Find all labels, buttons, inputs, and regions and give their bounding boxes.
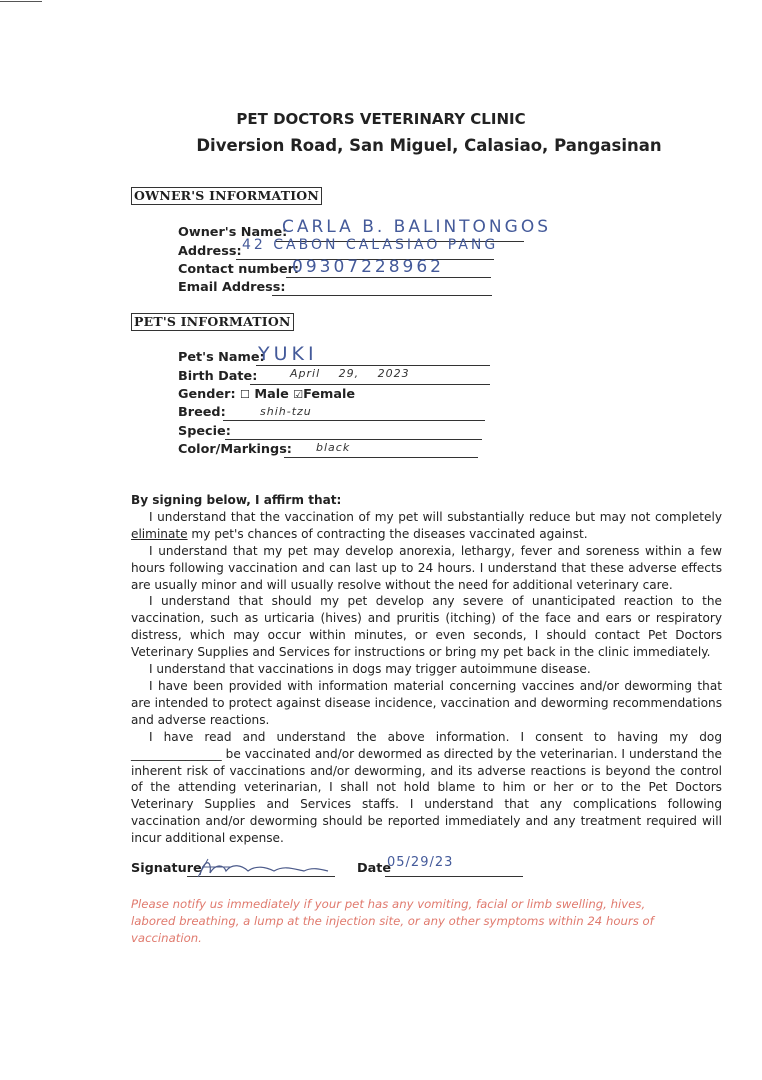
birth-date-line (250, 384, 490, 385)
gender-field (178, 387, 355, 402)
pet-name-label: Pet's Name: (178, 350, 265, 365)
consent-paragraph-1 (131, 509, 722, 543)
email-line (272, 295, 492, 296)
contact-number-line (286, 277, 491, 278)
breed-line (223, 420, 485, 421)
date-line (385, 876, 523, 877)
post-vaccination-warning: Please notify us immediately if your pet has any vomiting, facial or limb swelling, hives, labored breathing, a lump at the injection site, or any other symptoms within 24 hours of vaccination. (131, 897, 654, 945)
pet-name-value[interactable]: YUKI (258, 343, 318, 365)
consent-paragraph-2: I understand that my pet may develop anorexia, lethargy, fever and soreness within a few hours following vaccination and can last up to 24 hours. I understand that these adverse effects are usually minor and will usually resolve without the need for additional veterinary care. (131, 543, 722, 592)
female-checkbox[interactable]: ☑ (293, 388, 304, 401)
consent-p1-start: I understand that the vaccination of my pet will substantially reduce but may not completely (149, 509, 722, 524)
address-label: Address: (178, 244, 242, 259)
consent-text (131, 492, 722, 847)
address-value[interactable]: 42 CABON CALASIAO PANG (242, 237, 499, 253)
specie-label: Specie: (178, 424, 231, 439)
email-label: Email Address: (178, 280, 286, 295)
consent-paragraph-4: I understand that vaccinations in dogs may trigger autoimmune disease. (149, 662, 591, 677)
owner-section-label: OWNER'S INFORMATION (131, 187, 322, 205)
signature-scribble[interactable] (196, 855, 332, 881)
breed-value[interactable]: shih-tzu (260, 405, 312, 418)
scan-edge-mark (0, 1, 42, 2)
breed-label: Breed: (178, 405, 226, 420)
contact-number-value[interactable]: 09307228962 (292, 257, 444, 277)
pet-section-label: PET'S INFORMATION (131, 313, 294, 331)
contact-number-label: Contact number: (178, 262, 300, 277)
male-option-label: Male (254, 387, 289, 402)
owner-name-value[interactable]: CARLA B. BALINTONGOS (282, 217, 551, 237)
consent-p1-underlined: eliminate (131, 526, 188, 541)
specie-line (225, 439, 482, 440)
date-value[interactable]: 05/29/23 (387, 855, 454, 870)
birth-date-value[interactable]: April 29, 2023 (290, 367, 410, 380)
signature-label: Signature (131, 861, 202, 876)
consent-intro: By signing below, I affirm that: (131, 493, 342, 507)
consent-paragraph-3: I understand that should my pet develop any severe of unanticipated reaction to the vaccination, such as urticaria (hives) and pruritis (itching) of the face and ears or respiratory distress, which may occur within minutes, or even seconds, I should contact Pet Doctors Veterinary Supplies and Services for instructions or bring my pet back in the clinic immediately. (131, 594, 722, 660)
date-label: Date (357, 861, 392, 876)
owner-name-label: Owner's Name: (178, 225, 288, 240)
color-markings-value[interactable]: black (316, 441, 351, 454)
consent-paragraph-5: I have been provided with information material concerning vaccines and/or deworming that are intended to protect against disease incidence, vaccination and deworming recommendations and adverse reactions. (131, 678, 722, 727)
consent-paragraph-6: I have read and understand the above information. I consent to having my dog _______________ be vaccinated and/or dewormed as directed by the veterinarian. I understand the inherent risk of vaccinations and/or deworming, and its adverse reactions is beyond the control of the attending veterinarian, I shall not hold blame to him or her or to the Pet Doctors Veterinary Supplies and Services staffs. I understand that any complications following vaccination and/or deworming should be reported immediately and any treatment required will incur additional expense. (131, 729, 722, 846)
female-option-label: Female (303, 387, 356, 402)
birth-date-label: Birth Date: (178, 369, 258, 384)
color-markings-line (284, 457, 478, 458)
color-markings-label: Color/Markings: (178, 442, 292, 457)
consent-p1-end: my pet's chances of contracting the diseases vaccinated against. (187, 526, 588, 541)
clinic-address: Diversion Road, San Miguel, Calasiao, Pangasinan (196, 136, 662, 155)
male-checkbox[interactable]: ☐ (240, 388, 250, 401)
clinic-name: PET DOCTORS VETERINARY CLINIC (236, 110, 526, 128)
gender-label: Gender: (178, 387, 236, 402)
pet-name-line (256, 365, 490, 366)
